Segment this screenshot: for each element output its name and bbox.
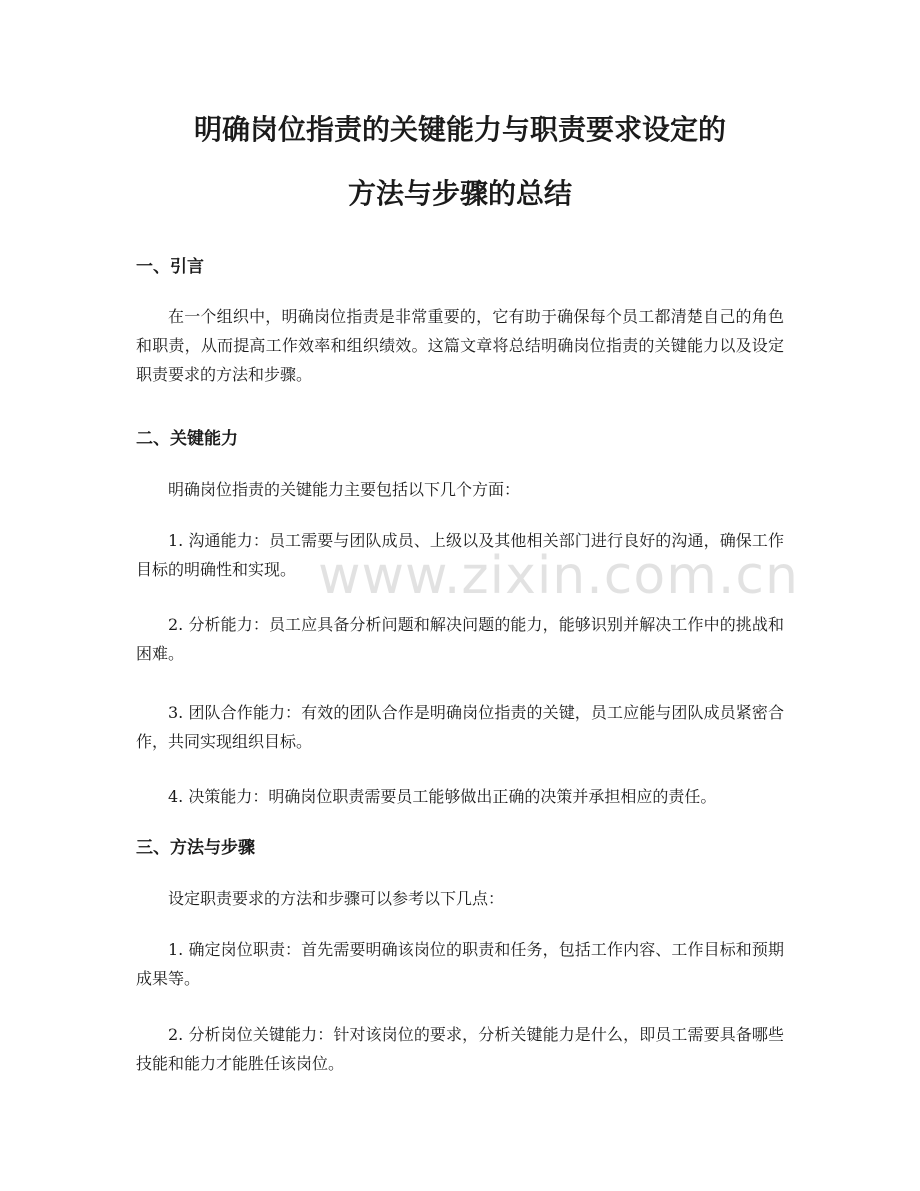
- document-title-line-2: 方法与步骤的总结: [347, 177, 572, 210]
- section-heading-key-abilities: 二、关键能力: [136, 429, 238, 449]
- section-heading-intro: 一、引言: [136, 257, 204, 277]
- key-abilities-intro-paragraph: 明确岗位指责的关键能力主要包括以下几个方面：: [168, 480, 521, 499]
- methods-intro-paragraph: 设定职责要求的方法和步骤可以参考以下几点：: [168, 889, 505, 908]
- watermark-text: www.zixin.com.cn: [318, 546, 799, 606]
- intro-paragraph: 在一个组织中，明确岗位指责是非常重要的，它有助于确保每个员工都清楚自己的角色和职责，从而提高工作效率和组织绩效。这篇文章将总结明确岗位指责的关键能力以及设定职责要求的方法和步骤。: [136, 307, 784, 384]
- document-title-line-1: 明确岗位指责的关键能力与职责要求设定的: [193, 113, 726, 146]
- method-step-analyze-abilities: 2. 分析岗位关键能力：针对该岗位的要求，分析关键能力是什么，即员工需要具备哪些技能和能力才能胜任该岗位。: [136, 1025, 784, 1073]
- ability-item-teamwork: 3. 团队合作能力：有效的团队合作是明确岗位指责的关键，员工应能与团队成员紧密合作，共同实现组织目标。: [136, 703, 784, 751]
- ability-item-communication: 1. 沟通能力：员工需要与团队成员、上级以及其他相关部门进行良好的沟通，确保工作目标的明确性和实现。: [136, 531, 784, 579]
- ability-item-analysis: 2. 分析能力：员工应具备分析问题和解决问题的能力，能够识别并解决工作中的挑战和困难。: [136, 615, 784, 663]
- method-step-define-duties: 1. 确定岗位职责：首先需要明确该岗位的职责和任务，包括工作内容、工作目标和预期成果等。: [136, 940, 784, 988]
- section-heading-methods: 三、方法与步骤: [136, 838, 255, 858]
- ability-item-decision: 4. 决策能力：明确岗位职责需要员工能够做出正确的决策并承担相应的责任。: [168, 787, 717, 806]
